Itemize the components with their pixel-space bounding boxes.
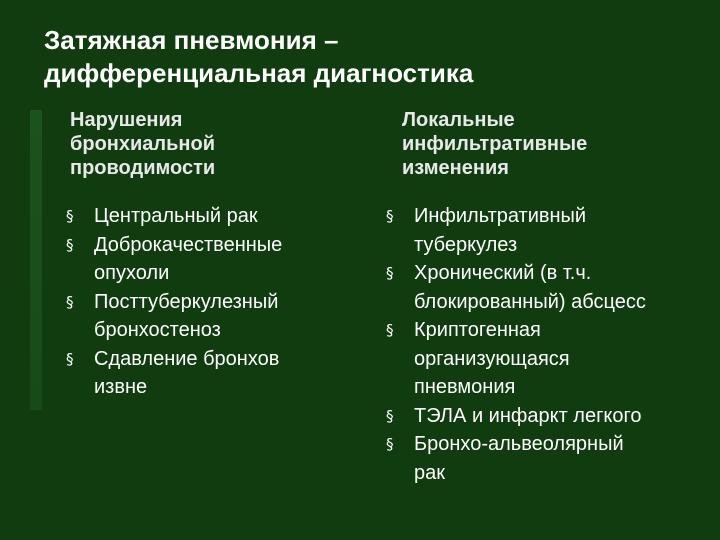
slide-title <box>44 24 684 90</box>
left-column-heading <box>70 108 370 180</box>
left-heading-line: проводимости <box>70 157 216 179</box>
bullet-icon: § <box>66 235 74 254</box>
list-item: § Центральный рак <box>66 202 370 231</box>
list-item: § Хронический (в т.ч. блокированный) абсцесс <box>386 259 706 316</box>
list-item: § Бронхо-альвеолярный рак <box>386 430 706 487</box>
right-heading-line: изменения <box>402 157 509 179</box>
list-item: § Доброкачественные опухоли <box>66 231 370 288</box>
list-item: § ТЭЛА и инфаркт легкого <box>386 402 706 431</box>
right-bullet-list <box>386 202 706 487</box>
bullet-icon: § <box>66 292 74 311</box>
list-item: § Сдавление бронхов извне <box>66 345 370 402</box>
bullet-icon: § <box>386 207 394 225</box>
bullet-icon: § <box>66 207 74 225</box>
accent-bar <box>30 110 42 410</box>
list-item: § Инфильтративный туберкулез <box>386 202 706 259</box>
bullet-icon: § <box>386 321 394 339</box>
list-item: § Криптогенная организующаяся пневмония <box>386 316 706 402</box>
left-heading-line: Нарушения <box>70 109 183 131</box>
right-heading-line: инфильтративные <box>402 133 588 155</box>
right-column-heading <box>386 108 706 180</box>
bullet-icon: § <box>386 264 394 282</box>
title-line-1: Затяжная пневмония – <box>44 25 339 55</box>
bullet-icon: § <box>386 435 394 453</box>
bullet-icon: § <box>386 406 394 425</box>
right-heading-line: Локальные <box>402 109 515 131</box>
bullet-icon: § <box>66 349 74 368</box>
left-column <box>66 108 370 402</box>
right-column <box>386 108 706 487</box>
left-heading-line: бронхиальной <box>70 133 215 155</box>
list-item: § Посттуберкулезный бронхостеноз <box>66 288 370 345</box>
left-bullet-list <box>66 202 370 402</box>
title-line-2: дифференциальная диагностика <box>44 58 474 88</box>
